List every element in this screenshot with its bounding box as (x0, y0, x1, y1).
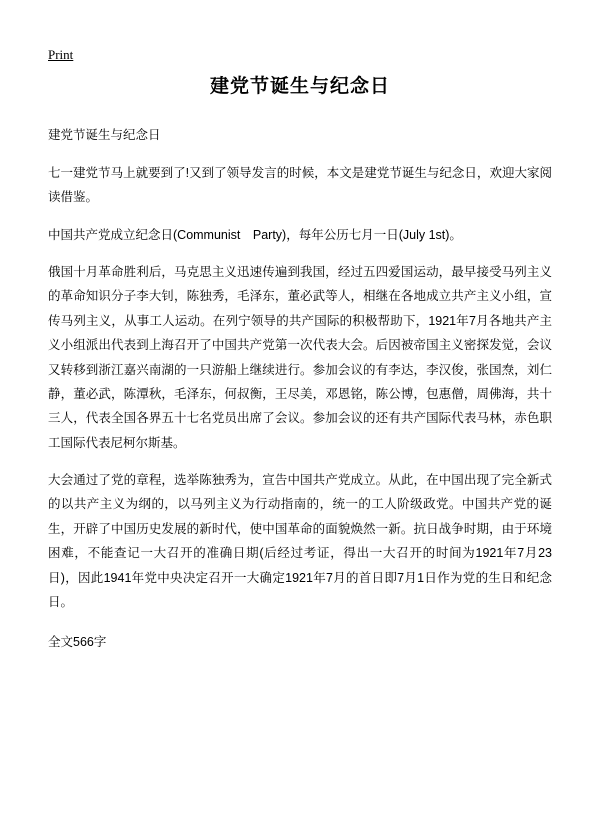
paragraph-congress: 大会通过了党的章程，选举陈独秀为，宣告中国共产党成立。从此，在中国出现了完全新式的以共产主义为纲的，以马列主义为行动指南的，统一的工人阶级政党。中国共产党的诞生，开辟了中国历史发展的新时代，使中国革命的面貌焕然一新。抗日战争时期，由于环境困难，不能查记一大召开的准确日期(后经过考证，得出一大召开的时间为1921年7月23日)，因此1941年党中央决定召开一大确定1921年7月的首日即7月1日作为党的生日和纪念日。 (48, 473, 552, 609)
paragraph-subtitle: 建党节诞生与纪念日 (48, 127, 161, 142)
document-content (48, 74, 552, 655)
word-count: 全文566字 (48, 635, 107, 650)
page-title: 建党节诞生与纪念日 (209, 76, 390, 97)
paragraph-anniversary: 中国共产党成立纪念日(Communist Party)，每年公历七月一日(July 1st)。 (48, 227, 462, 242)
paragraph-intro: 七一建党节马上就要到了!又到了领导发言的时候，本文是建党节诞生与纪念日，欢迎大家阅读借鉴。 (48, 165, 552, 205)
paragraph-history: 俄国十月革命胜利后，马克思主义迅速传遍到我国，经过五四爱国运动，最早接受马列主义的革命知识分子李大钊，陈独秀，毛泽东，董必武等人，相继在各地成立共产主义小组，宣传马列主义，从事工人运动。在列宁领导的共产国际的积极帮助下，1921年7月各地共产主义小组派出代表到上海召开了中国共产党第一次代表大会。后因被帝国主义密探发觉，会议又转移到浙江嘉兴南湖的一只游船上继续进行。参加会议的有李达，李汉俊，张国焘，刘仁静，董必武，陈潭秋，毛泽东，何叔衡，王尽美，邓恩铭，陈公博，包惠僧，周佛海，共十三人，代表全国各界五十七名党员出席了会议。参加会议的还有共产国际代表马林，赤色职工国际代表尼柯尔斯基。 (48, 265, 552, 450)
print-link[interactable]: Print (48, 47, 74, 62)
